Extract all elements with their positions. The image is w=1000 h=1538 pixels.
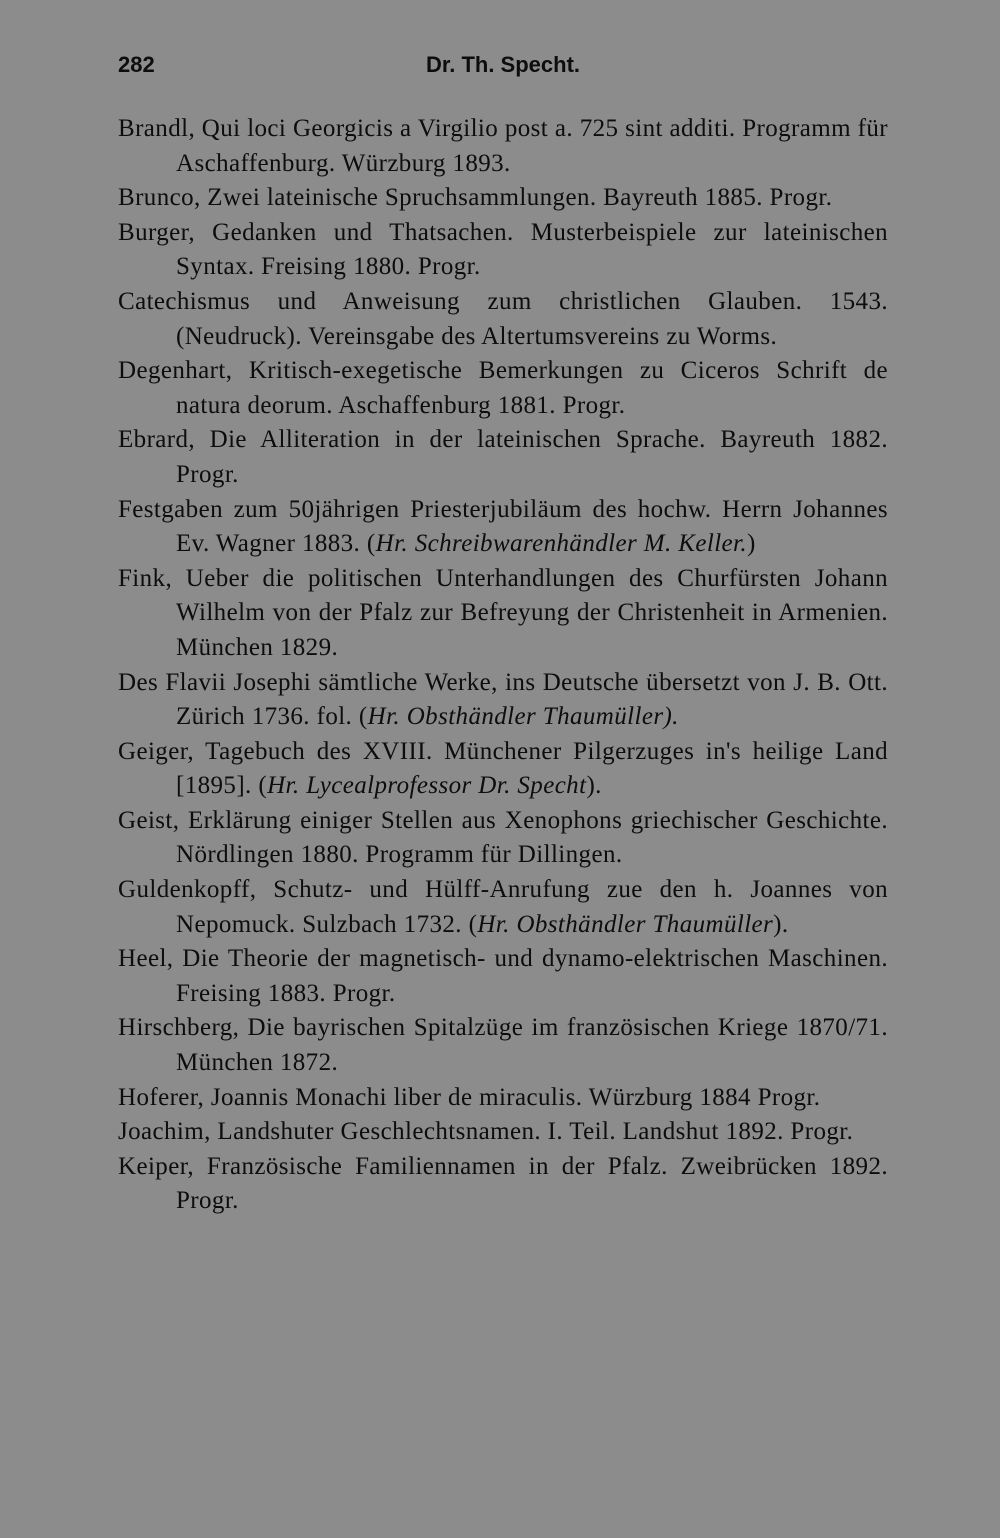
entry-text: Brandl, Qui loci Georgicis a Virgilio post a. 725 sint additi. Programm für Aschaffenburg. Würzburg 1893. — [118, 115, 888, 177]
entry-text: Joachim, Landshuter Geschlechtsnamen. I. Teil. Landshut 1892. Progr. — [118, 1118, 854, 1146]
entry-text: Brunco, Zwei lateinische Spruchsammlungen. Bayreuth 1885. Progr. — [118, 184, 833, 212]
bibliography-entry: Des Flavii Josephi sämtliche Werke, ins Deutsche übersetzt von J. B. Ott. Zürich 1736. fol. (Hr. Obsthändler Thaumüller). — [118, 668, 888, 731]
entry-text: Keiper, Französische Familiennamen in der Pfalz. Zweibrücken 1892. Progr. — [118, 1152, 888, 1215]
bibliography-entry — [118, 1081, 888, 1116]
bibliography-entry — [118, 804, 888, 873]
donor-note: Hr. Obsthändler Thaumüller). — [367, 703, 679, 731]
entry-text: Degenhart, Kritisch-exegetische Bemerkungen zu Ciceros Schrift de natura deorum. Aschaffenburg 1881. Progr. — [118, 357, 888, 419]
donor-note: Hr. Schreibwarenhändler M. Keller. — [375, 530, 748, 558]
entry-text: Ebrard, Die Alliteration in der lateinischen Sprache. Bayreuth 1882. Progr. — [118, 426, 888, 488]
bibliography-entry — [118, 1115, 888, 1150]
entry-text: Guldenkopff, Schutz- und Hülff-Anrufung zue den h. Joannes von Nepomuck. Sulzbach 1732. — [118, 876, 888, 938]
bibliography-entry — [118, 216, 888, 285]
bibliography-entry — [118, 285, 888, 354]
entry-text: Festgaben zum 50jährigen Priesterjubiläum des hochw. Herrn Johannes Ev. Wagner 1883. — [118, 495, 888, 558]
bibliography-entry — [118, 423, 888, 492]
bibliography-entry — [118, 562, 888, 666]
bibliography-entry: Festgaben zum 50jährigen Priesterjubiläum des hochw. Herrn Johannes Ev. Wagner 1883. (Hr. Schreibwarenhändler M. Keller.) — [118, 495, 888, 558]
bibliography-entry — [118, 1150, 888, 1219]
bibliography-entry — [118, 354, 888, 423]
bibliography-entry — [118, 112, 888, 181]
bibliography-entry — [118, 181, 888, 216]
entry-text: Burger, Gedanken und Thatsachen. Musterbeispiele zur lateinischen Syntax. Freising 1880. Progr. — [118, 218, 888, 281]
entry-text: Geist, Erklärung einiger Stellen aus Xenophons griechischer Geschichte. Nördlingen 1880. Programm für Dillingen. — [118, 806, 888, 869]
bibliography-entry — [118, 1011, 888, 1080]
page-header — [118, 52, 888, 86]
entry-text: Fink, Ueber die politischen Unterhandlungen des Churfürsten Johann Wilhelm von der Pfalz zur Befreyung der Christenheit in Armenien. München 1829. — [118, 564, 888, 661]
entry-text: Catechismus und Anweisung zum christlichen Glauben. 1543. (Neudruck). Vereinsgabe des Altertumsvereins zu Worms. — [118, 287, 888, 350]
donor-note: Hr. Obsthändler Thaumüller — [477, 910, 774, 938]
bibliography-list — [118, 112, 888, 1219]
entry-text: Hirschberg, Die bayrischen Spitalzüge im französischen Kriege 1870/71. München 1872. — [118, 1014, 888, 1077]
bibliography-entry: Guldenkopff, Schutz- und Hülff-Anrufung zue den h. Joannes von Nepomuck. Sulzbach 1732. (Hr. Obsthändler Thaumüller). — [118, 876, 888, 938]
entry-text: Hoferer, Joannis Monachi liber de miraculis. Würzburg 1884 Progr. — [118, 1083, 821, 1111]
entry-text: Des Flavii Josephi sämtliche Werke, ins Deutsche übersetzt von J. B. Ott. Zürich 1736. fol. — [118, 668, 888, 731]
page-number: 282 — [118, 52, 155, 77]
bibliography-entry — [118, 942, 888, 1011]
entry-text: Heel, Die Theorie der magnetisch- und dynamo-elektrischen Maschinen. Freising 1883. Progr. — [118, 945, 888, 1007]
entry-text: Geiger, Tagebuch des XVIII. Münchener Pilgerzuges in's heilige Land [1895]. — [118, 737, 888, 800]
running-head: Dr. Th. Specht. — [425, 52, 581, 77]
bibliography-entry: Geiger, Tagebuch des XVIII. Münchener Pilgerzuges in's heilige Land [1895]. (Hr. Lycealprofessor Dr. Specht). — [118, 737, 888, 800]
donor-note: Hr. Lycealprofessor Dr. Specht — [267, 772, 587, 800]
